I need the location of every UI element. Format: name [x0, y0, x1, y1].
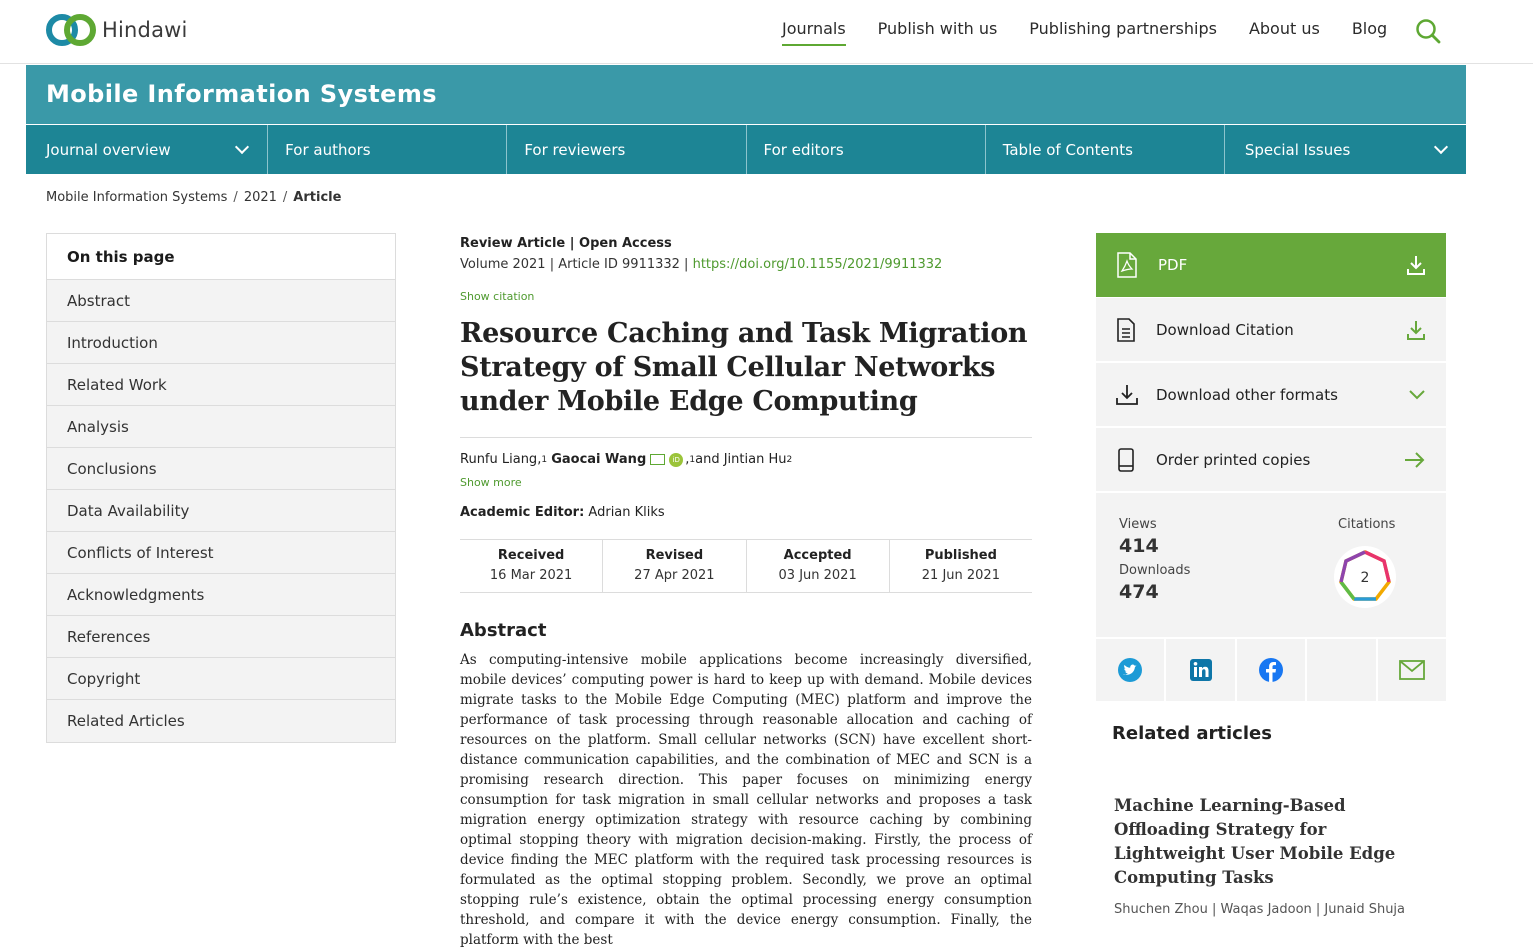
breadcrumb-current: Article [293, 190, 342, 205]
article-main [460, 236, 1032, 950]
academic-editor [460, 505, 1032, 520]
toc-item-data-availability[interactable]: Data Availability [47, 490, 395, 532]
breadcrumb-journal[interactable]: Mobile Information Systems [46, 190, 228, 205]
twitter-share[interactable] [1096, 639, 1166, 701]
facebook-share[interactable] [1237, 639, 1307, 701]
author-2-affil: 1 [689, 454, 696, 465]
date-value: 21 Jun 2021 [921, 568, 1000, 583]
volume-text: Volume 2021 | Article ID 9911332 | [460, 257, 693, 272]
download-tray-icon [1116, 384, 1138, 406]
pdf-button[interactable] [1096, 233, 1446, 298]
downloads-label: Downloads [1119, 563, 1191, 578]
toc-item-acknowledgments[interactable]: Acknowledgments [47, 574, 395, 616]
author-1[interactable]: Runfu Liang, [460, 452, 542, 467]
citations-badge[interactable] [1333, 545, 1397, 609]
nav-journals[interactable]: Journals [782, 19, 846, 46]
abstract-heading: Abstract [460, 620, 547, 641]
article-actions [1096, 233, 1446, 921]
abstract-text: As computing-intensive mobile applications become increasingly diversified, mobile devices’ computing power is hard to keep up with demand. Mobile devices migrate tasks to the Mobile Edge Computing (MEC) platform and improve the performance of task processing through reasonable allocation and caching of resources on the platform. Small cellular networks (SCN) have excellent short-distance communication capabilities, and the combination of MEC and SCN is a promising research direction. This paper focuses on minimizing energy consumption for task migration in small cellular networks and proposes a task migration energy optimization strategy with resource caching by combining optimal stopping theory with migration decision-making. Firstly, the process of device finding the MEC platform with the required task processing resources is formulated as the optimal stopping problem. Secondly, we prove an optimal stopping rule’s existence, obtain the optimal processing energy consumption threshold, and compare it with the device energy consumption. Finally, the platform with the best [460, 652, 1032, 948]
nav-blog[interactable]: Blog [1351, 19, 1388, 38]
doi-link[interactable]: https://doi.org/10.1155/2021/9911332 [692, 257, 943, 272]
email-share[interactable] [1378, 639, 1446, 701]
related-articles-heading: Related articles [1112, 723, 1272, 744]
hindawi-logo[interactable] [46, 11, 188, 49]
article-title: Resource Caching and Task Migration Strategy of Small Cellular Networks under Mobile Edge Computing [460, 318, 1028, 417]
brand-name: Hindawi [102, 18, 188, 42]
breadcrumb-year[interactable]: 2021 [243, 190, 277, 205]
tablet-icon [1116, 448, 1136, 472]
journal-title[interactable]: Mobile Information Systems [46, 80, 437, 108]
breadcrumb: Mobile Information Systems / 2021 / Article [46, 190, 342, 205]
download-other-formats-button[interactable] [1096, 363, 1446, 428]
date-accepted [747, 540, 890, 592]
toc-item-copyright[interactable]: Copyright [47, 658, 395, 700]
journal-nav-reviewers[interactable] [507, 125, 746, 174]
download-citation-button[interactable] [1096, 298, 1446, 363]
nav-publishing-partnerships[interactable]: Publishing partnerships [1029, 19, 1217, 38]
date-label: Accepted [783, 548, 852, 563]
arrow-right-icon [1404, 451, 1426, 469]
download-other-label: Download other formats [1156, 385, 1338, 404]
journal-nav-label: For editors [763, 140, 844, 159]
pdf-label: PDF [1158, 256, 1188, 274]
chevron-down-icon [235, 140, 249, 154]
journal-nav-special-issues[interactable] [1225, 125, 1466, 174]
views-count: 414 [1119, 535, 1159, 557]
date-label: Received [497, 548, 565, 563]
toc-item-conflicts[interactable]: Conflicts of Interest [47, 532, 395, 574]
article-dates [460, 539, 1032, 593]
chevron-down-icon [1434, 140, 1448, 154]
show-more-authors[interactable]: Show more [460, 476, 522, 489]
article-volume [460, 257, 1032, 272]
journal-nav-authors[interactable] [268, 125, 507, 174]
download-icon [1406, 254, 1426, 276]
nav-about-us[interactable]: About us [1248, 19, 1320, 38]
author-3-affil: 2 [786, 454, 793, 465]
order-printed-copies-button[interactable] [1096, 428, 1446, 493]
document-icon [1116, 318, 1136, 342]
journal-nav-toc[interactable] [986, 125, 1225, 174]
toc-item-related-work[interactable]: Related Work [47, 364, 395, 406]
linkedin-share[interactable] [1166, 639, 1236, 701]
journal-nav-label: Journal overview [46, 140, 171, 159]
email-icon [1399, 660, 1425, 680]
download-citation-label: Download Citation [1156, 320, 1294, 339]
date-revised [603, 540, 746, 592]
date-published [890, 540, 1032, 592]
show-citation-link[interactable]: Show citation [460, 290, 535, 303]
author-1-affil: 1 [541, 454, 548, 465]
citations-label: Citations [1338, 517, 1396, 532]
journal-nav-label: For authors [285, 140, 371, 159]
orcid-icon[interactable]: iD [669, 453, 683, 467]
author-3[interactable]: and Jintian Hu [695, 452, 787, 467]
chevron-down-icon [1408, 389, 1426, 401]
on-this-page-nav [46, 233, 396, 743]
nav-publish-with-us[interactable]: Publish with us [877, 19, 998, 38]
share-empty-slot [1307, 639, 1377, 701]
date-received [460, 540, 603, 592]
main-nav [782, 19, 1419, 46]
toc-item-conclusions[interactable]: Conclusions [47, 448, 395, 490]
author-list: Runfu Liang, 1 Gaocai Wang iD , 1 and Jintian Hu 2 [460, 452, 793, 467]
journal-banner [26, 65, 1466, 124]
email-icon[interactable] [650, 454, 665, 465]
downloads-count: 474 [1119, 581, 1159, 603]
journal-nav-label: Special Issues [1244, 140, 1351, 159]
journal-nav-label: Table of Contents [1002, 140, 1133, 159]
editor-label: Academic Editor: [460, 505, 585, 520]
date-value: 27 Apr 2021 [634, 568, 715, 583]
related-article-title[interactable]: Machine Learning-Based Offloading Strategy for Lightweight User Mobile Edge Computing Tasks [1114, 796, 1396, 887]
author-2[interactable]: Gaocai Wang [551, 452, 647, 467]
editor-name: Adrian Kliks [584, 505, 665, 520]
pdf-file-icon [1116, 252, 1138, 278]
journal-nav-label: For reviewers [524, 140, 626, 159]
facebook-icon [1258, 657, 1284, 683]
journal-nav-editors[interactable] [747, 125, 986, 174]
toc-item-related-articles[interactable]: Related Articles [47, 700, 395, 742]
related-article-authors: Shuchen Zhou | Waqas Jadoon | Junaid Shuja [1114, 902, 1406, 917]
top-bar [0, 0, 1533, 64]
date-value: 03 Jun 2021 [778, 568, 857, 583]
dimensions-badge-icon [1333, 545, 1397, 609]
divider [460, 437, 1032, 438]
order-printed-label: Order printed copies [1156, 450, 1311, 469]
article-metrics [1096, 493, 1446, 639]
article-type: Review Article | Open Access [460, 236, 672, 251]
twitter-icon [1117, 657, 1143, 683]
date-value: 16 Mar 2021 [489, 568, 573, 583]
linkedin-icon [1189, 658, 1213, 682]
download-icon [1406, 319, 1426, 341]
toc-item-abstract[interactable]: Abstract [47, 280, 395, 322]
date-label: Revised [645, 548, 704, 563]
date-label: Published [924, 548, 997, 563]
toc-item-references[interactable]: References [47, 616, 395, 658]
hindawi-logo-icon [46, 11, 98, 49]
views-label: Views [1119, 517, 1157, 532]
journal-nav-overview[interactable] [26, 125, 268, 174]
toc-heading: On this page [47, 234, 395, 280]
toc-item-introduction[interactable]: Introduction [47, 322, 395, 364]
search-icon[interactable] [1414, 17, 1442, 45]
journal-nav [26, 125, 1466, 174]
share-bar [1096, 639, 1446, 701]
toc-item-analysis[interactable]: Analysis [47, 406, 395, 448]
citations-count: 2 [1360, 570, 1370, 586]
